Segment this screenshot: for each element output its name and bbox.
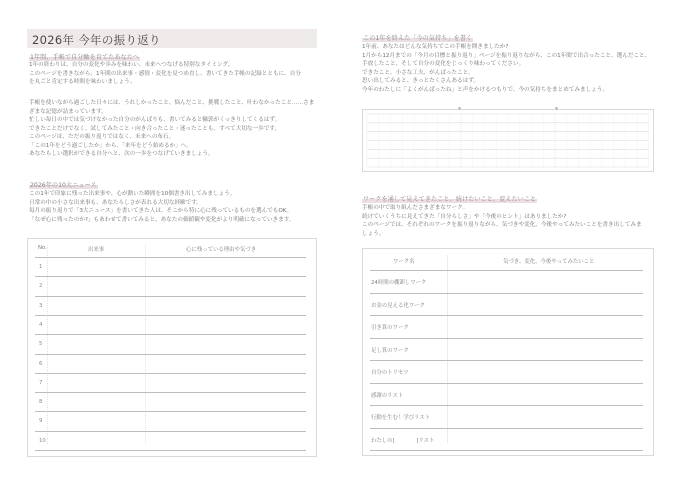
- work-name: 足し算のワーク: [371, 347, 409, 354]
- column-header-no: No.: [38, 245, 47, 251]
- text-line: 忙しい毎日の中では気づけなかった自分のがんばりも、書いてみると輪郭がくっきりしてくるはず。: [29, 117, 281, 123]
- column-header-reason: 心に残っている理由や気づき: [186, 247, 257, 253]
- table-row-entry[interactable]: [48, 335, 306, 352]
- table-row-entry[interactable]: [449, 406, 643, 427]
- text-line: 続けていくうちに見えてきた「自分らしさ」や「今後のヒント」はありましたか?: [362, 213, 567, 220]
- work-name: お金の見える化ワーク: [371, 302, 425, 309]
- column-header-insights: 気づき、変化、今後やってみたいこと: [503, 259, 595, 265]
- table-row-entry[interactable]: [48, 277, 306, 294]
- table-row-entry[interactable]: [48, 374, 306, 391]
- row-number: 3: [39, 302, 43, 309]
- work-name: 自分のトリセツ: [371, 370, 409, 376]
- feelings-paragraph: [362, 43, 650, 94]
- row-number: 8: [39, 399, 43, 406]
- row-number: 7: [39, 379, 43, 386]
- page-title-bar: [27, 29, 317, 48]
- text-line: 「なぜ心に残ったのか?」もあわせて書いてみると、あなたの価値観や変化がより明確になっていきます。: [29, 216, 295, 223]
- writing-grid[interactable]: [362, 106, 654, 172]
- table-row-entry[interactable]: [449, 429, 643, 450]
- text-line: あなたらしい選択ができる自分へと、次の一歩をつなげていきましょう。: [29, 151, 214, 157]
- table-row-entry[interactable]: [48, 258, 306, 275]
- work-name: 行動を生む！学びリスト: [371, 415, 431, 421]
- work-paragraph: [362, 204, 642, 238]
- row-rule: [35, 450, 306, 451]
- row-rule: [370, 450, 643, 451]
- column-header-event: 出来事: [88, 247, 105, 253]
- table-row-entry[interactable]: [48, 355, 306, 372]
- row-number: 2: [39, 283, 43, 290]
- section-heading-top-news: 2026年の10大ニュース: [30, 182, 97, 189]
- text-line: 手帳を使いながら過ごした日々には、うれしかったこと、悩んだこと、挑戦したこと、叶わなかったこと……さま: [29, 100, 315, 106]
- table-row-entry[interactable]: [449, 271, 643, 292]
- grid-lines: [363, 110, 653, 171]
- text-line: 手放したこと、そして自分の変化をじっくり味わってください。: [362, 61, 525, 67]
- row-number: 6: [39, 360, 43, 367]
- table-row-entry[interactable]: [449, 361, 643, 382]
- text-line: このページでは、それぞれのワークを振り返りながら、気づきや変化、今後やってみたいことを書き出してみま: [362, 222, 642, 228]
- grid-marker: ▼: [458, 106, 462, 111]
- text-line: 「この1年をどう過ごしたか」から、「来年をどう始めるか」へ。: [29, 142, 192, 149]
- text-line: できたこと、小さな工夫、がんばったこと。: [362, 69, 474, 76]
- table-row-entry[interactable]: [48, 393, 306, 410]
- row-number: 1: [39, 264, 43, 270]
- text-line: このページは、ただの振り返りではなく、未来への布石。: [29, 134, 175, 140]
- top-news-table: [27, 238, 317, 457]
- section-heading-current-feelings: この1年を終えた「今の気持ち」を書く: [363, 35, 473, 42]
- row-number: 4: [39, 321, 43, 328]
- text-line: 1月から12月までの「今月の目標と振り返り」ページを振り返りながら、この1年間で出合ったこと、選んだこと、: [362, 52, 651, 59]
- section-heading-work-review: ワークを通して見えてきたこと、続けたいこと、変えたいこと: [363, 196, 537, 203]
- table-row-entry[interactable]: [48, 316, 306, 333]
- column-header-work-name: ワーク名: [393, 259, 415, 265]
- table-row-entry[interactable]: [48, 297, 306, 314]
- text-line: 思い出してみると、きっとたくさんあるはず。: [362, 78, 480, 84]
- table-row-entry[interactable]: [449, 339, 643, 360]
- text-line: 手帳の中で取り組んださまざまなワーク。: [362, 205, 469, 211]
- text-line: 日常の中の小さな出来事も、あなたらしさが表れる大切な経験です。: [29, 199, 202, 206]
- text-line: このページを書きながら、1年間の出来事・感情・変化を見つめ直し、書いてきた手帳の記録とともに、自分: [29, 70, 301, 77]
- intro-paragraph: [29, 61, 301, 87]
- news-paragraph: [29, 190, 294, 224]
- text-line: 1年前、あなたはどんな気持ちでこの手帳を開きましたか?: [362, 44, 509, 50]
- table-row-entry[interactable]: [48, 432, 306, 449]
- text-line: この1年で印象に残った出来事や、心が動いた瞬間を10個書き出してみましょう。: [29, 191, 236, 197]
- row-number: 9: [39, 418, 43, 425]
- work-name: わたしの[ ]リスト: [371, 437, 435, 444]
- text-line: ざまな記憶が詰まっています。: [29, 108, 107, 115]
- section-heading-year-review: 1年間、手帳で自分軸を育てたあなたへ: [30, 54, 140, 61]
- reflection-paragraph: [29, 99, 314, 159]
- work-review-table: [362, 248, 654, 456]
- table-row-entry[interactable]: [449, 316, 643, 337]
- grid-marker: ▼: [555, 106, 559, 111]
- work-name: 感謝のリスト: [371, 392, 404, 399]
- text-line: 今年のわたしに「よくがんばったね」と声をかけるつもりで、今の気持ちをまとめてみましょう。: [362, 86, 608, 93]
- column-divider: [447, 255, 448, 443]
- table-row-entry[interactable]: [449, 384, 643, 405]
- text-line: 毎月の振り返りで「3大ニュース」を書いてきた人は、そこから特に心に残っているものを選んでもOK。: [29, 208, 293, 214]
- work-name: 24時間の棚卸しワーク: [371, 280, 427, 286]
- text-line: しょう。: [362, 230, 385, 237]
- row-number: 10: [39, 437, 46, 444]
- text-line: を丸ごと肯定する時間を味わいましょう。: [29, 79, 136, 85]
- page-title: 2026年 今年の振り返り: [32, 33, 161, 47]
- text-line: できたことだけでなく、試してみたこと・向き合ったこと・迷ったことも、すべて大切な一歩です。: [29, 125, 281, 132]
- work-name: 引き算のワーク: [371, 325, 409, 331]
- row-number: 5: [39, 341, 43, 348]
- table-row-entry[interactable]: [48, 412, 306, 429]
- text-line: 1年の終わりは、自分の変化や歩みを味わい、未来へつなげる特別なタイミング。: [29, 62, 234, 68]
- table-row-entry[interactable]: [449, 294, 643, 315]
